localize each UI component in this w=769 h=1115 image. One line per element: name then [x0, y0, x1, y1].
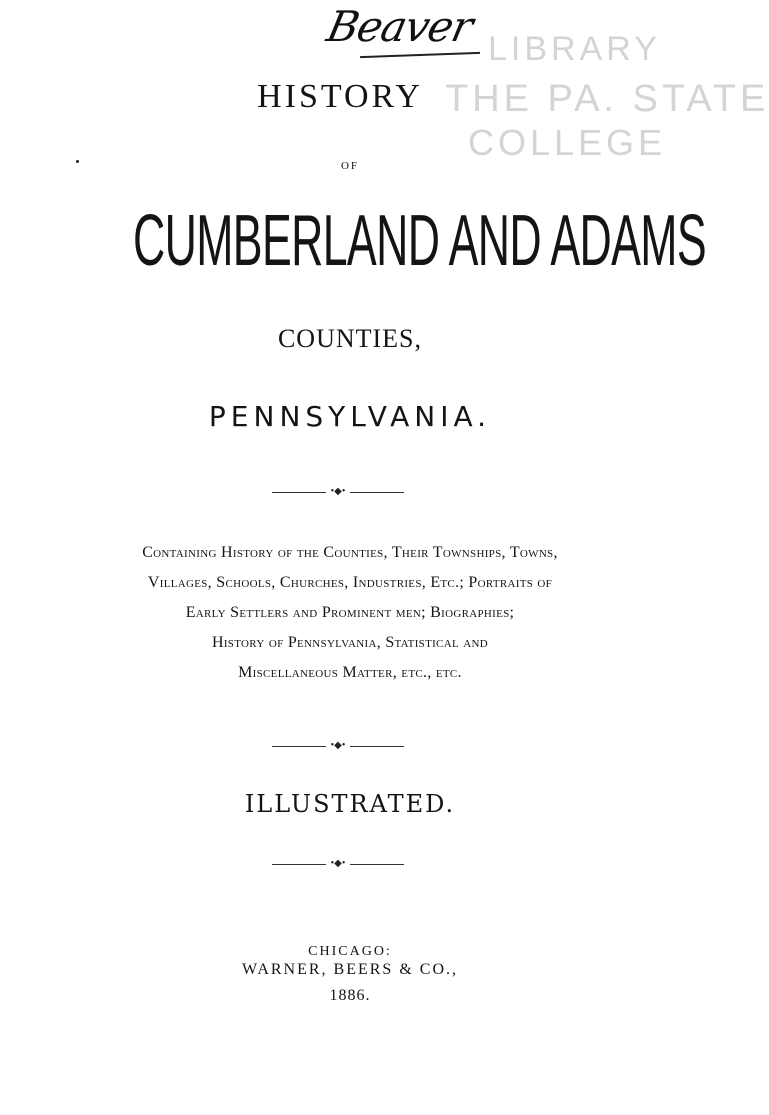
imprint-publisher: WARNER, BEERS & CO.,: [241, 961, 458, 978]
contents-line: History of Pennsylvania, Statistical and: [211, 634, 488, 651]
rule-ornament: •◆•: [326, 487, 350, 497]
rule-ornament: •◆•: [326, 859, 350, 869]
main-title: CUMBERLAND AND ADAMS: [133, 201, 707, 281]
contents-line: Miscellaneous Matter, etc., etc.: [238, 664, 462, 681]
library-stamp-line-1: LIBRARY: [488, 30, 661, 68]
contents-line: Early Settlers and Prominent men; Biographies;: [185, 604, 515, 621]
contents-line: Villages, Schools, Churches, Industries, Etc.; Portraits of: [147, 574, 553, 591]
imprint-city: CHICAGO:: [308, 944, 392, 959]
library-stamp-line-3: COLLEGE: [468, 122, 667, 163]
imprint-year: 1886.: [329, 987, 371, 1004]
title-counties: COUNTIES,: [277, 324, 423, 353]
title-state: PENNSYLVANIA.: [208, 400, 492, 433]
rule-ornament: •◆•: [326, 741, 350, 751]
contents-line: Containing History of the Counties, Their Townships, Towns,: [142, 544, 558, 561]
handwritten-signature: Beaver: [322, 2, 477, 51]
title-of: OF: [340, 160, 360, 172]
title-history: HISTORY: [257, 78, 423, 115]
contents-description: [0, 538, 700, 688]
signature-underline: [360, 52, 480, 58]
library-stamp-line-2: THE PA. STATE: [445, 78, 769, 120]
illustrated-heading: ILLUSTRATED.: [244, 790, 456, 818]
